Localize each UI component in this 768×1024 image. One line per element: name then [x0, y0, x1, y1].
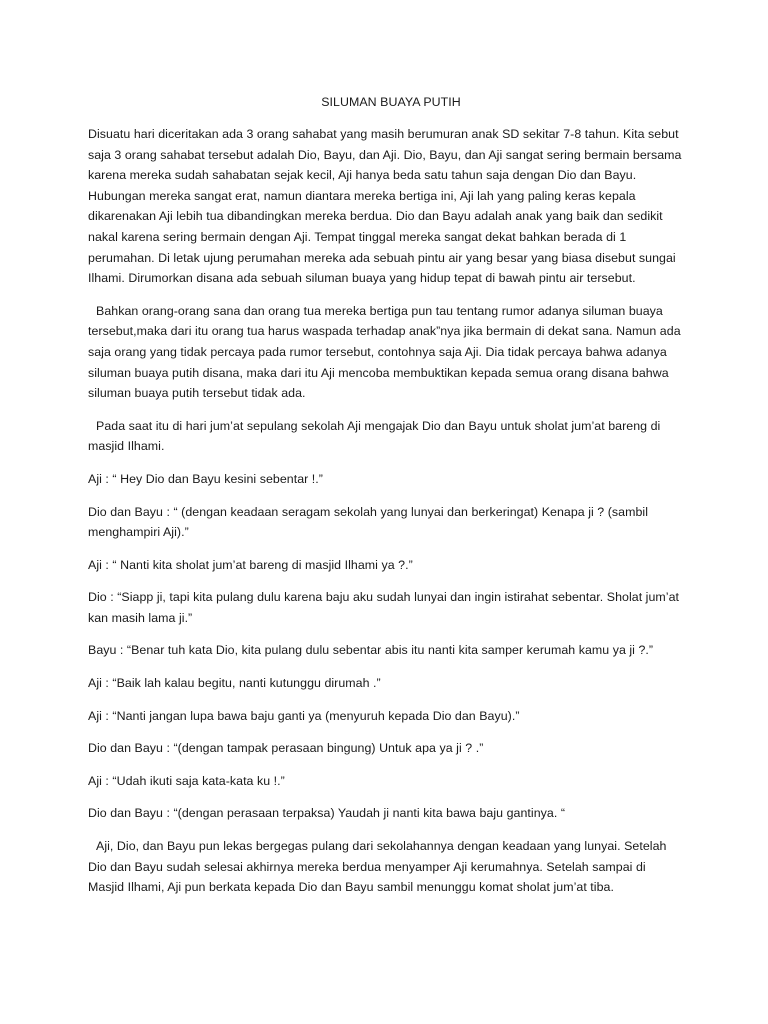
dialogue-line: Dio dan Bayu : “(dengan perasaan terpaksa) Yaudah ji nanti kita bawa baju gantinya. “ — [88, 806, 566, 821]
dialogue-line: Bayu : “Benar tuh kata Dio, kita pulang dulu sebentar abis itu nanti kita samper kerumah kamu ya ji ?.” — [88, 643, 654, 658]
dialogue-line: Aji : “Udah ikuti saja kata-kata ku !.” — [88, 773, 285, 788]
document-title: SILUMAN BUAYA PUTIH — [321, 95, 461, 109]
dialogue-line: Aji : “ Nanti kita sholat jum’at bareng di masjid Ilhami ya ?.” — [88, 557, 413, 572]
paragraph-friday: Pada saat itu di hari jum’at sepulang sekolah Aji mengajak Dio dan Bayu untuk sholat jum’at bareng di masjid Ilhami. — [88, 418, 661, 454]
document-page — [88, 92, 684, 910]
dialogue-line: Aji : “Nanti jangan lupa bawa baju ganti ya (menyuruh kepada Dio dan Bayu).” — [88, 708, 520, 723]
paragraph-closing: Aji, Dio, dan Bayu pun lekas bergegas pulang dari sekolahannya dengan keadaan yang lunyai. Setelah Dio dan Bayu sudah selesai akhirnya mereka berdua menyamper Aji kerumahnya. Setelah sampai di Masjid Ilhami, Aji pun berkata kepada Dio dan Bayu sambil menunggu komat sholat jum’at tiba. — [88, 839, 667, 895]
dialogue-line: Aji : “Baik lah kalau begitu, nanti kutunggu dirumah .” — [88, 676, 381, 691]
paragraph-intro: Disuatu hari diceritakan ada 3 orang sahabat yang masih berumuran anak SD sekitar 7-8 tahun. Kita sebut saja 3 orang sahabat tersebut adalah Dio, Bayu, dan Aji. Dio, Bayu, dan Aji sangat sering bermain bersama karena mereka sudah sahabatan sejak kecil, Aji hanya beda satu tahun saja dengan Dio dan Bayu. Hubungan mereka sangat erat, namun diantara mereka bertiga ini, Aji lah yang paling keras kepala dikarenakan Aji lebih tua dibandingkan mereka berdua. Dio dan Bayu adalah anak yang baik dan sedikit nakal karena sering bermain dengan Aji. Tempat tinggal mereka sangat dekat bahkan berada di 1 perumahan. Di letak ujung perumahan mereka ada sebuah pintu air yang besar yang biasa disebut sungai Ilhami. Dirumorkan disana ada sebuah siluman buaya yang hidup tepat di bawah pintu air tersebut. — [88, 127, 682, 286]
dialogue-line: Dio dan Bayu : “(dengan tampak perasaan bingung) Untuk apa ya ji ? .” — [88, 741, 484, 756]
dialogue-line: Dio : “Siapp ji, tapi kita pulang dulu karena baju aku sudah lunyai dan ingin istirahat sebentar. Sholat jum’at kan masih lama ji.” — [88, 590, 680, 625]
dialogue-line: Dio dan Bayu : “ (dengan keadaan seragam sekolah yang lunyai dan berkeringat) Kenapa ji ? (sambil menghampiri Aji).” — [88, 504, 649, 540]
paragraph-rumor: Bahkan orang-orang sana dan orang tua mereka bertiga pun tau tentang rumor adanya siluman buaya tersebut,maka dari itu orang tua harus waspada terhadap anak”nya jika bermain di dekat sana. Namun ada saja orang yang tidak percaya pada rumor tersebut, contohnya saja Aji. Dia tidak percaya bahwa adanya siluman buaya putih disana, maka dari itu Aji mencoba membuktikan kepada semua orang disana bahwa siluman buaya putih tersebut tidak ada. — [88, 303, 681, 401]
dialogue-line: Aji : “ Hey Dio dan Bayu kesini sebentar !.” — [88, 471, 323, 486]
document-body — [88, 124, 684, 898]
